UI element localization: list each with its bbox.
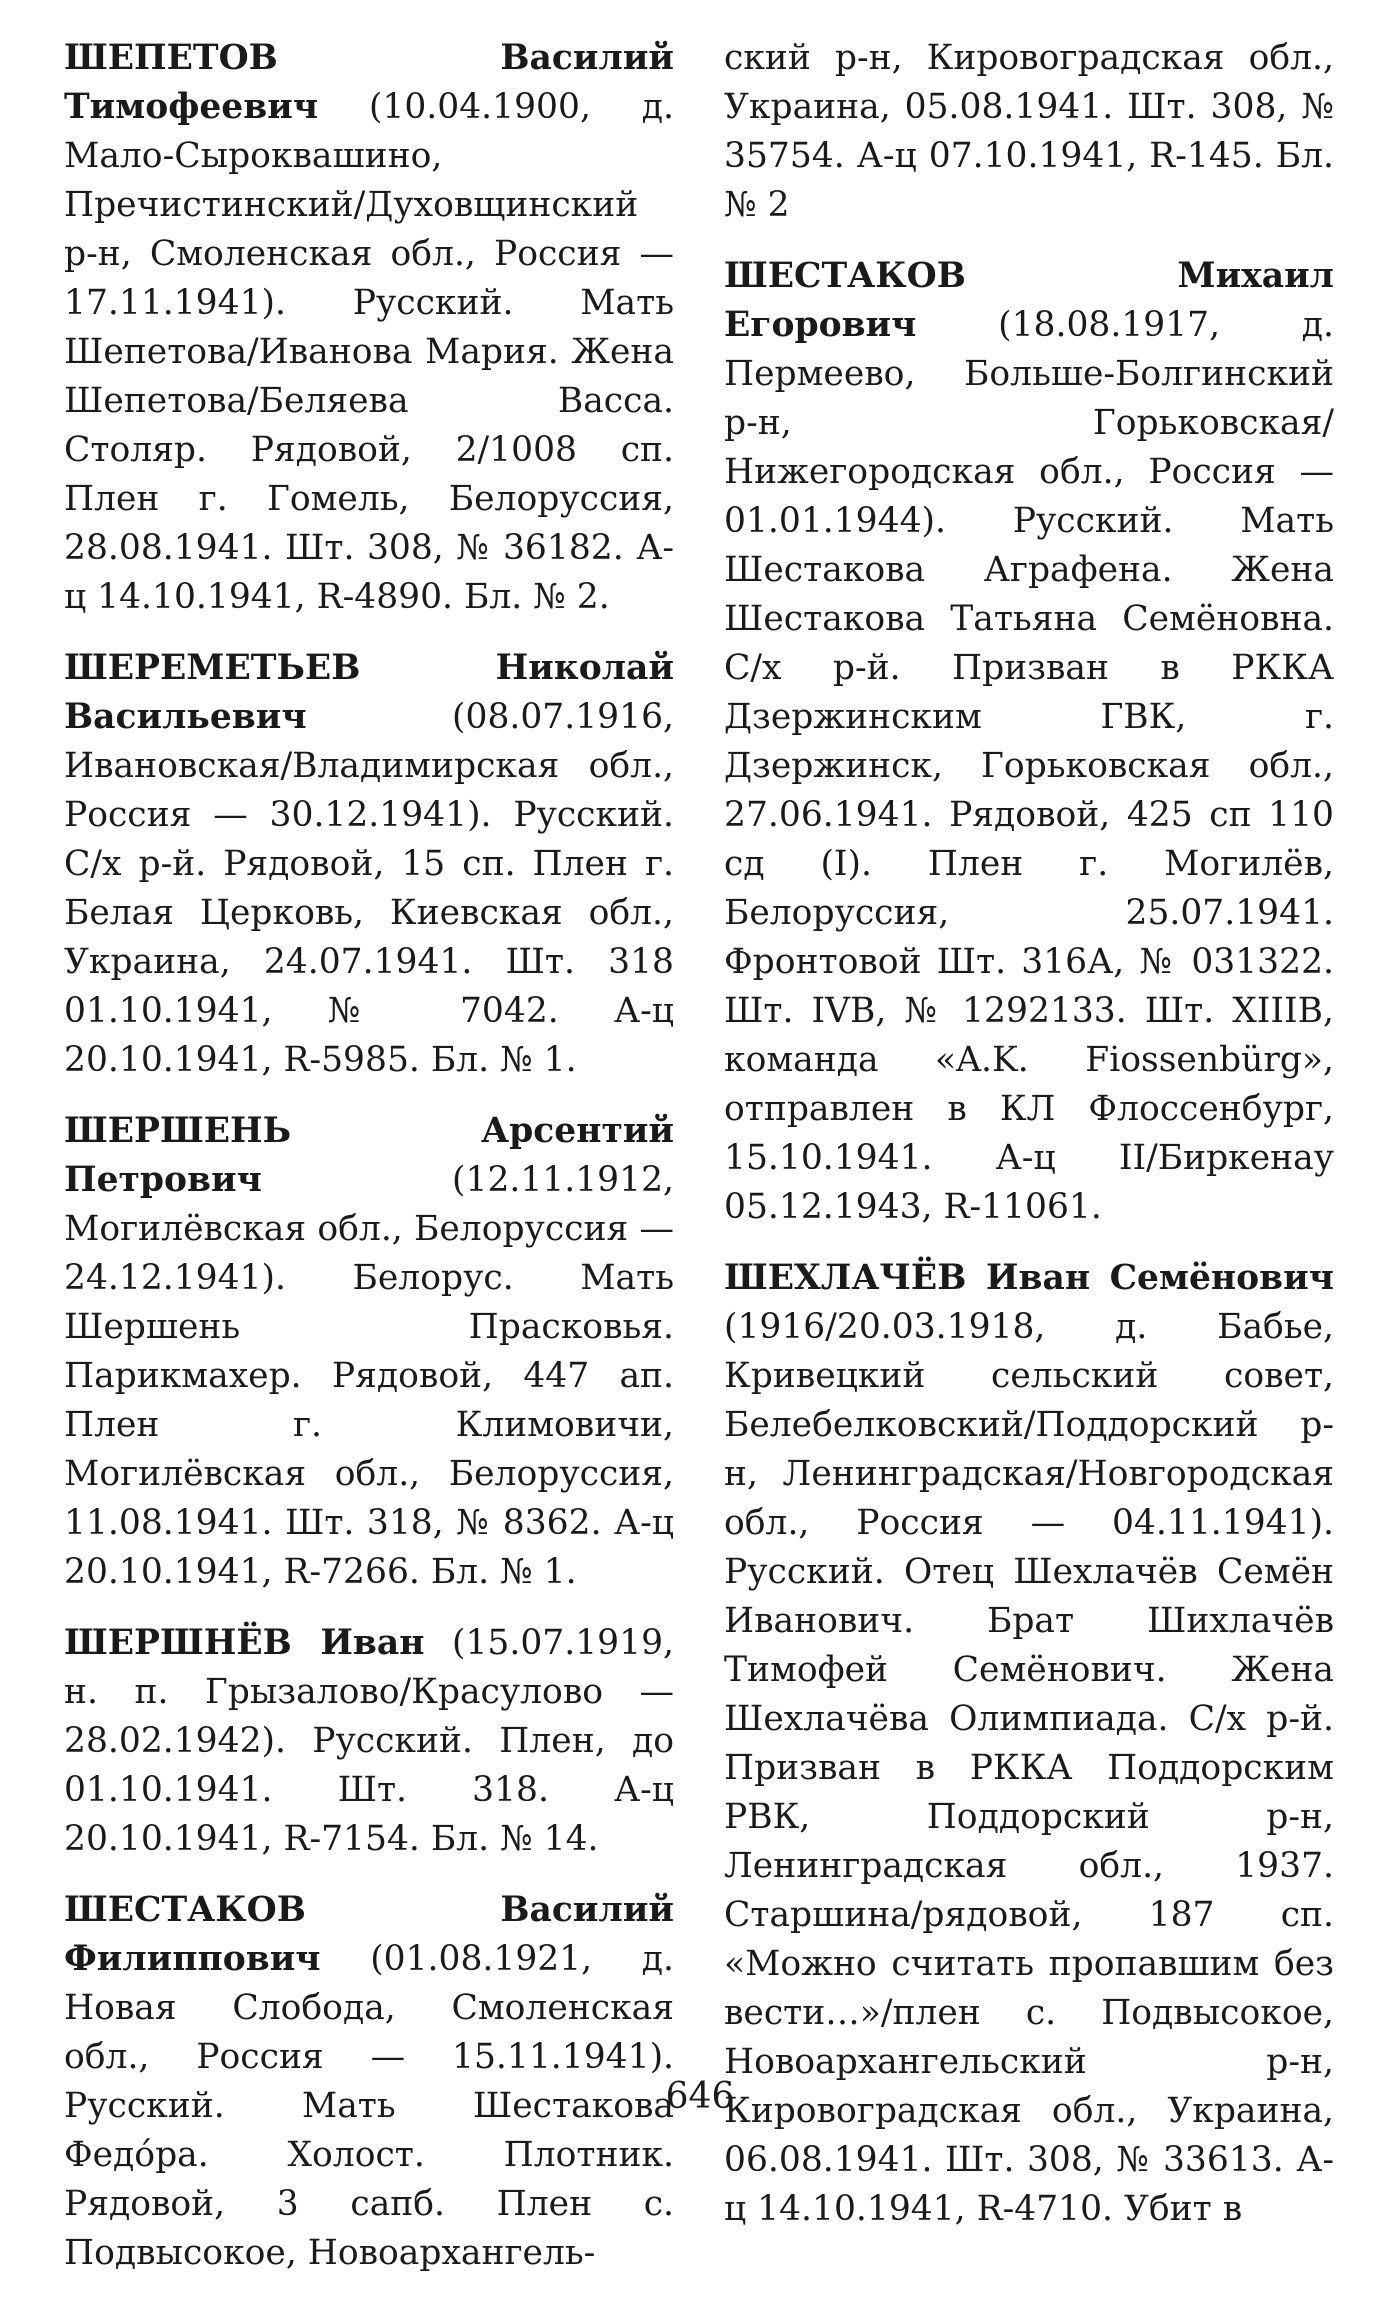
entry-name: ШЕРШЕНЬ Арсентий Петрович bbox=[64, 1111, 674, 1200]
entry bbox=[724, 252, 1334, 1232]
entry-text: (08.07.1916, Ивановская/Владимирская обл., Россия — 30.12.1941). Русский. С/х р-й. Рядовой, 15 сп. Плен г. Белая Церковь, Киевская обл., Украина, 24.07.1941. Шт. 318 01.10.1941, № 7042. А-ц 20.10.1941, R-5985. Бл. № 1. bbox=[64, 697, 674, 1080]
entry bbox=[64, 1619, 674, 1864]
entry-text: (18.08.1917, д. Пермеево, Больше-Болгинский р-н, Горьковская/Нижегородская обл., Россия — 01.01.1944). Русский. Мать Шестакова Аграфена. Жена Шестакова Татьяна Семёновна. С/х р-й. Призван в РККА Дзержинским ГВК, г. Дзержинск, Горьковская обл., 27.06.1941. Рядовой, 425 сп 110 сд (I). Плен г. Могилёв, Белоруссия, 25.07.1941. Фронтовой Шт. 316А, № 031322. Шт. IVB, № 1292133. Шт. XIIIB, команда «A.K. Fiossenbürg», отправлен в КЛ Флоссенбург, 15.10.1941. А-ц II/Биркенау 05.12.1943, R-11061. bbox=[724, 305, 1334, 1227]
entry-continuation bbox=[724, 34, 1334, 230]
entry-text: (12.11.1912, Могилёвская обл., Белоруссия — 24.12.1941). Белорус. Мать Шершень Прасковья. Парикмахер. Рядовой, 447 ап. Плен г. Климовичи, Могилёвская обл., Белоруссия, 11.08.1941. Шт. 318, № 8362. А-ц 20.10.1941, R-7266. Бл. № 1. bbox=[64, 1160, 674, 1592]
entry-name: ШЕХЛАЧЁВ Иван Семёнович bbox=[724, 1258, 1334, 1298]
entry bbox=[64, 34, 674, 622]
left-column bbox=[64, 34, 674, 2300]
entry bbox=[64, 1107, 674, 1597]
entry-text: (01.08.1921, д. Новая Слобода, Смоленская обл., Россия — 15.11.1941). Русский. Мать Шестакова Федóра. Холост. Плотник. Рядовой, 3 сапб. Плен с. Подвысокое, Новоархангель- bbox=[64, 1939, 674, 2273]
entry-text: (1916/20.03.1918, д. Бабье, Кривецкий сельский совет, Белебелковский/Поддорский р-н, Ленинградская/Новгородская обл., Россия — 04.11.1941). Русский. Отец Шехлачёв Семён Иванович. Брат Шихлачёв Тимофей Семёнович. Жена Шехлачёва Олимпиада. С/х р-й. Призван в РККА Поддорским РВК, Поддорский р-н, Ленинградская обл., 1937. Старшина/рядовой, 187 сп. «Можно считать пропавшим без вести…»/плен с. Подвысокое, Новоархангельский р-н, Кировоградская обл., Украина, 06.08.1941. Шт. 308, № 33613. А-ц 14.10.1941, R-4710. Убит в bbox=[724, 1307, 1334, 2229]
right-column bbox=[724, 34, 1334, 2256]
entry-name: ШЕПЕТОВ Василий Тимофеевич bbox=[64, 38, 674, 127]
entry-text: (10.04.1900, д. Мало-Сыроквашино, Пречистинский/Духовщинский р-н, Смоленская обл., Россия — 17.11.1941). Русский. Мать Шепетова/Иванова Мария. Жена Шепетова/Беляева Васса. Столяр. Рядовой, 2/1008 сп. Плен г. Гомель, Белоруссия, 28.08.1941. Шт. 308, № 36182. А-ц 14.10.1941, R-4890. Бл. № 2. bbox=[64, 87, 674, 617]
entry-name: ШЕРШНЁВ Иван bbox=[64, 1623, 425, 1663]
entry-name: ШЕСТАКОВ Василий Филиппович bbox=[64, 1890, 674, 1979]
page-number: 646 bbox=[665, 2076, 735, 2117]
entry-text: ский р-н, Кировоградская обл., Украина, 05.08.1941. Шт. 308, № 35754. А-ц 07.10.1941, R-145. Бл. № 2 bbox=[724, 38, 1334, 225]
entry bbox=[64, 644, 674, 1085]
entry-name: ШЕРЕМЕТЬЕВ Николай Васильевич bbox=[64, 648, 674, 737]
entry-name: ШЕСТАКОВ Михаил Егорович bbox=[724, 256, 1334, 345]
entry-text: (15.07.1919, н. п. Грызалово/Красулово — 28.02.1942). Русский. Плен, до 01.10.1941. Шт. 318. А-ц 20.10.1941, R-7154. Бл. № 14. bbox=[64, 1623, 674, 1859]
